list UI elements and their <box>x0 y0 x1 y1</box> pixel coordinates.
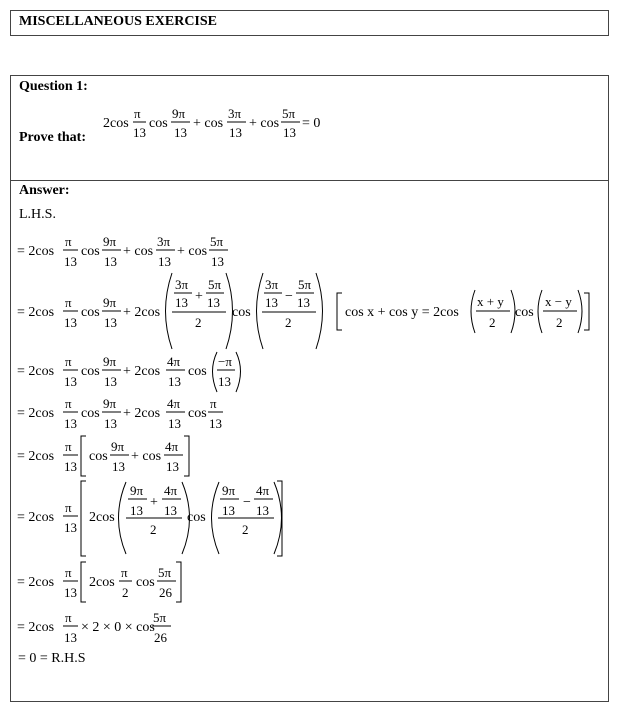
svg-text:13: 13 <box>64 315 77 330</box>
svg-text:5π: 5π <box>282 106 296 121</box>
svg-text:+ cos: + cos <box>193 116 224 131</box>
svg-text:13: 13 <box>168 416 181 431</box>
svg-text:+ 2cos: + 2cos <box>123 406 161 421</box>
step-8 <box>17 610 171 645</box>
svg-text:13: 13 <box>166 459 179 474</box>
svg-text:4π: 4π <box>167 396 181 411</box>
step-4 <box>17 396 223 431</box>
svg-text:π: π <box>210 396 217 411</box>
svg-text:13: 13 <box>174 125 187 140</box>
svg-text:13: 13 <box>64 254 77 269</box>
svg-text:2: 2 <box>195 315 202 330</box>
svg-text:13: 13 <box>164 503 177 518</box>
svg-text:13: 13 <box>104 374 117 389</box>
svg-text:x − y: x − y <box>545 294 572 309</box>
svg-text:13: 13 <box>256 503 269 518</box>
svg-text:cos x + cos y = 2cos: cos x + cos y = 2cos <box>345 305 459 320</box>
svg-text:9π: 9π <box>222 483 236 498</box>
svg-text:2cos: 2cos <box>103 116 129 131</box>
svg-text:13: 13 <box>265 295 278 310</box>
svg-text:cos: cos <box>81 305 100 320</box>
prove-label: Prove that: <box>19 130 86 145</box>
svg-text:13: 13 <box>64 520 77 535</box>
svg-text:5π: 5π <box>210 234 224 249</box>
svg-text:= 2cos: = 2cos <box>17 364 55 379</box>
svg-text:−: − <box>285 289 293 304</box>
svg-text:13: 13 <box>222 503 235 518</box>
svg-text:13: 13 <box>130 503 143 518</box>
svg-text:5π: 5π <box>208 277 222 292</box>
svg-text:cos: cos <box>149 116 168 131</box>
svg-text:9π: 9π <box>172 106 186 121</box>
page-title: MISCELLANEOUS EXERCISE <box>19 14 217 29</box>
svg-text:π: π <box>65 295 72 310</box>
svg-text:2: 2 <box>285 315 292 330</box>
svg-text:9π: 9π <box>103 234 117 249</box>
step-1 <box>17 234 228 269</box>
svg-text:π: π <box>65 396 72 411</box>
svg-text:26: 26 <box>154 630 167 645</box>
svg-text:3π: 3π <box>175 277 189 292</box>
identity-hint <box>337 290 589 333</box>
svg-text:+ 2cos: + 2cos <box>123 305 161 320</box>
svg-text:cos: cos <box>187 510 206 525</box>
question-statement <box>103 106 320 140</box>
svg-text:+: + <box>150 495 158 510</box>
svg-text:= 2cos: = 2cos <box>17 449 55 464</box>
svg-text:4π: 4π <box>167 354 181 369</box>
svg-text:3π: 3π <box>157 234 171 249</box>
svg-text:13: 13 <box>104 254 117 269</box>
svg-text:13: 13 <box>64 585 77 600</box>
svg-text:3π: 3π <box>228 106 242 121</box>
svg-text:+ 2cos: + 2cos <box>123 364 161 379</box>
svg-text:cos: cos <box>232 305 251 320</box>
svg-text:cos: cos <box>515 305 534 320</box>
svg-text:π: π <box>65 565 72 580</box>
svg-text:2: 2 <box>242 522 249 537</box>
svg-text:π: π <box>121 565 128 580</box>
svg-text:9π: 9π <box>103 396 117 411</box>
svg-text:π: π <box>65 354 72 369</box>
svg-text:3π: 3π <box>265 277 279 292</box>
svg-text:13: 13 <box>64 416 77 431</box>
svg-text:4π: 4π <box>256 483 270 498</box>
svg-text:13: 13 <box>64 459 77 474</box>
svg-text:9π: 9π <box>130 483 144 498</box>
question-label: Question 1: <box>19 79 88 94</box>
svg-text:π: π <box>65 500 72 515</box>
svg-text:2: 2 <box>556 315 563 330</box>
svg-text:cos: cos <box>89 449 108 464</box>
svg-text:13: 13 <box>158 254 171 269</box>
svg-text:= 2cos: = 2cos <box>17 575 55 590</box>
svg-text:+ cos: + cos <box>249 116 280 131</box>
svg-text:cos: cos <box>81 406 100 421</box>
svg-text:cos: cos <box>188 406 207 421</box>
svg-text:13: 13 <box>211 254 224 269</box>
lhs-label: L.H.S. <box>19 207 56 222</box>
svg-text:+ cos: + cos <box>123 244 154 259</box>
svg-text:13: 13 <box>104 315 117 330</box>
svg-text:x + y: x + y <box>477 294 504 309</box>
svg-text:9π: 9π <box>111 439 125 454</box>
step-2 <box>17 273 323 349</box>
svg-text:9π: 9π <box>103 295 117 310</box>
svg-text:13: 13 <box>207 295 220 310</box>
svg-text:13: 13 <box>209 416 222 431</box>
svg-text:= 2cos: = 2cos <box>17 510 55 525</box>
svg-text:+ cos: + cos <box>177 244 208 259</box>
svg-text:+: + <box>195 289 203 304</box>
conclusion: = 0 = R.H.S <box>18 651 86 666</box>
svg-text:π: π <box>65 610 72 625</box>
svg-text:= 2cos: = 2cos <box>17 305 55 320</box>
svg-text:13: 13 <box>64 374 77 389</box>
svg-text:13: 13 <box>283 125 296 140</box>
svg-text:π: π <box>65 234 72 249</box>
svg-text:13: 13 <box>112 459 125 474</box>
svg-text:−: − <box>243 495 251 510</box>
svg-text:= 2cos: = 2cos <box>17 406 55 421</box>
step-6 <box>17 481 282 556</box>
svg-text:× 2 × 0 × cos: × 2 × 0 × cos <box>81 620 155 635</box>
svg-text:2: 2 <box>122 585 129 600</box>
svg-text:cos: cos <box>81 244 100 259</box>
svg-text:2: 2 <box>150 522 157 537</box>
svg-text:13: 13 <box>168 374 181 389</box>
svg-text:π: π <box>134 106 141 121</box>
svg-text:13: 13 <box>175 295 188 310</box>
answer-label: Answer: <box>19 183 70 198</box>
svg-text:4π: 4π <box>164 483 178 498</box>
svg-text:2cos: 2cos <box>89 510 115 525</box>
step-3 <box>17 352 241 392</box>
svg-text:13: 13 <box>133 125 146 140</box>
svg-text:cos: cos <box>81 364 100 379</box>
svg-text:5π: 5π <box>298 277 312 292</box>
svg-text:5π: 5π <box>158 565 172 580</box>
svg-text:13: 13 <box>218 374 231 389</box>
svg-text:5π: 5π <box>153 610 167 625</box>
step-5 <box>17 436 189 476</box>
svg-text:−π: −π <box>218 354 232 369</box>
svg-text:4π: 4π <box>165 439 179 454</box>
step-7 <box>17 562 181 602</box>
svg-text:π: π <box>65 439 72 454</box>
svg-text:2cos: 2cos <box>89 575 115 590</box>
svg-text:= 2cos: = 2cos <box>17 244 55 259</box>
svg-text:13: 13 <box>64 630 77 645</box>
svg-text:13: 13 <box>229 125 242 140</box>
svg-text:26: 26 <box>159 585 172 600</box>
svg-text:+ cos: + cos <box>131 449 162 464</box>
svg-text:2: 2 <box>489 315 496 330</box>
svg-text:= 0: = 0 <box>302 116 321 131</box>
svg-text:cos: cos <box>188 364 207 379</box>
svg-text:13: 13 <box>297 295 310 310</box>
svg-text:cos: cos <box>136 575 155 590</box>
svg-text:9π: 9π <box>103 354 117 369</box>
svg-text:13: 13 <box>104 416 117 431</box>
svg-text:= 2cos: = 2cos <box>17 620 55 635</box>
